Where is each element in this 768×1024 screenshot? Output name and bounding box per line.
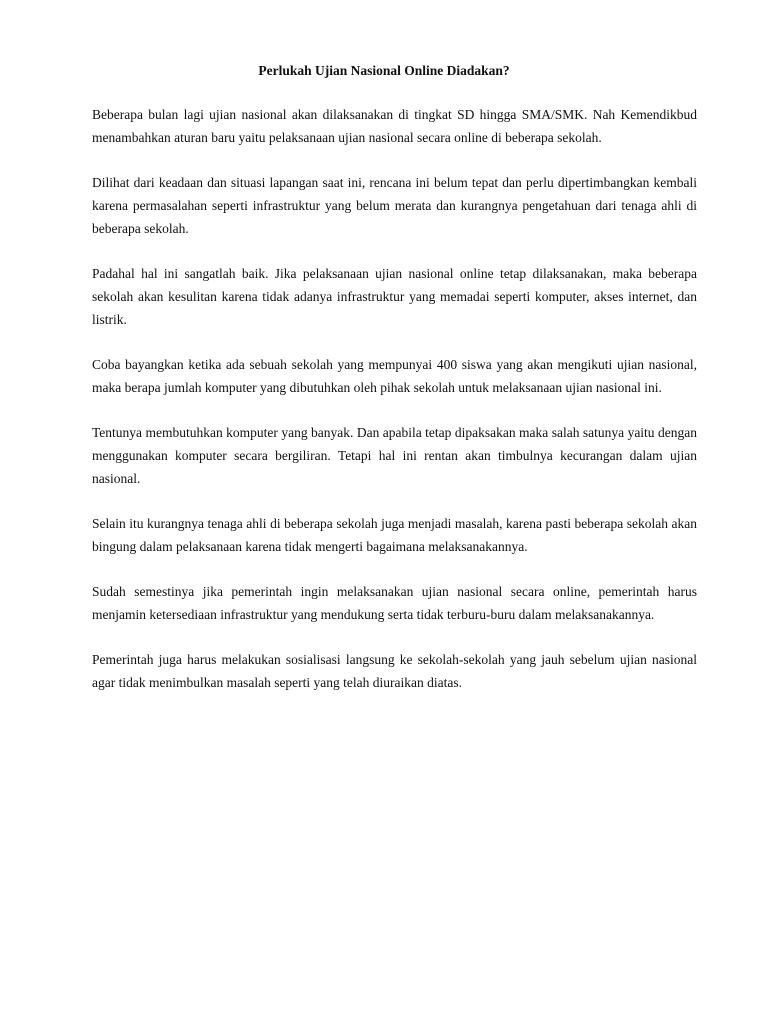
paragraph: Sudah semestinya jika pemerintah ingin melaksanakan ujian nasional secara online, pemerintah harus menjamin ketersediaan infrastruktur yang mendukung serta tidak terburu-buru dalam melaksanakannya. [92,583,697,622]
document-title: Perlukah Ujian Nasional Online Diadakan? [258,63,510,78]
paragraph: Coba bayangkan ketika ada sebuah sekolah yang mempunyai 400 siswa yang akan mengikuti ujian nasional, maka berapa jumlah komputer yang dibutuhkan oleh pihak sekolah untuk melaksanaan ujian nasional ini. [92,356,697,395]
paragraph: Pemerintah juga harus melakukan sosialisasi langsung ke sekolah-sekolah yang jauh sebelum ujian nasional agar tidak menimbulkan masalah seperti yang telah diuraikan diatas. [92,652,697,690]
document-body [92,104,697,717]
paragraph: Beberapa bulan lagi ujian nasional akan dilaksanakan di tingkat SD hingga SMA/SMK. Nah Kemendikbud menambahkan aturan baru yaitu pelaksanaan ujian nasional secara online di beberapa sekolah. [92,107,697,145]
paragraph: Dilihat dari keadaan dan situasi lapangan saat ini, rencana ini belum tepat dan perlu dipertimbangkan kembali karena permasalahan seperti infrastruktur yang belum merata dan kurangnya pengetahuan dari tenaga ahli di beberapa sekolah. [92,175,697,236]
paragraph: Padahal hal ini sangatlah baik. Jika pelaksanaan ujian nasional online tetap dilaksanakan, maka beberapa sekolah akan kesulitan karena tidak adanya infrastruktur yang memadai seperti komputer, akses internet, dan listrik. [92,265,697,327]
paragraph: Tentunya membutuhkan komputer yang banyak. Dan apabila tetap dipaksakan maka salah satunya yaitu dengan menggunakan komputer secara bergiliran. Tetapi hal ini rentan akan timbulnya kecurangan dalam ujian nasional. [92,424,697,486]
paragraph: Selain itu kurangnya tenaga ahli di beberapa sekolah juga menjadi masalah, karena pasti beberapa sekolah akan bingung dalam pelaksanaan karena tidak mengerti bagaimana melaksanakannya. [92,515,697,554]
